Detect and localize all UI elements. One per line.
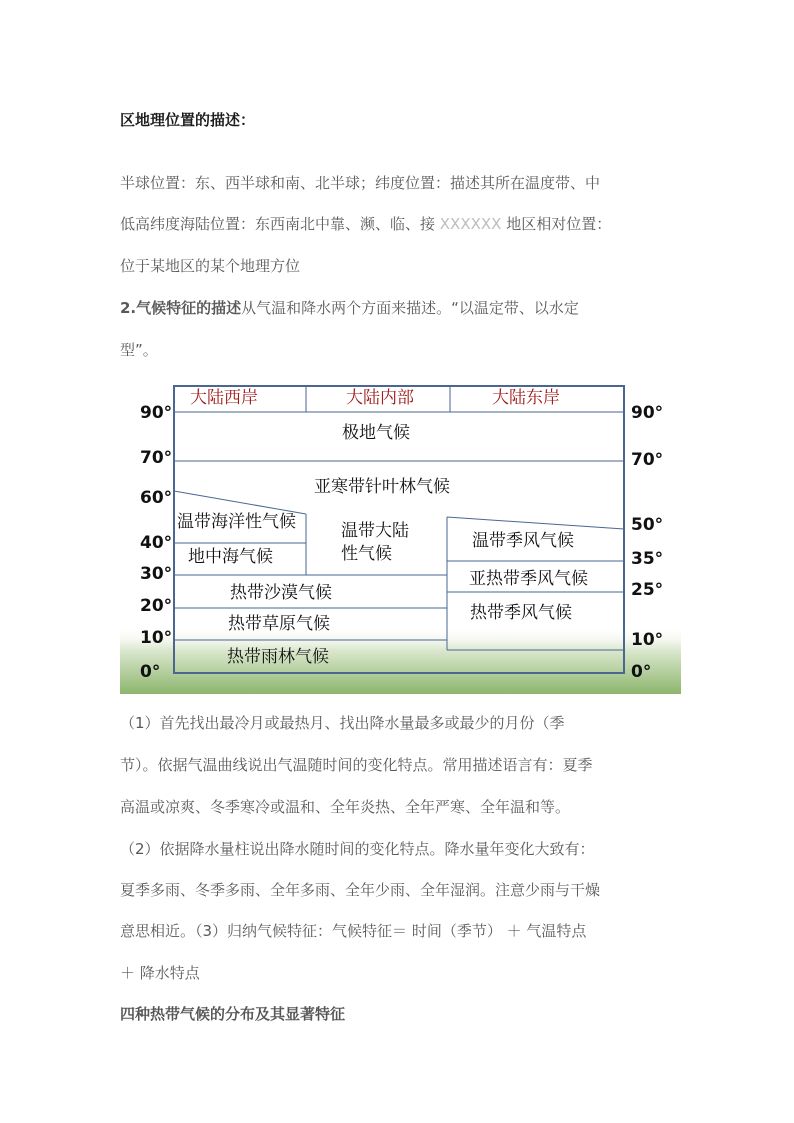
zone-tropical-desert: 热带沙漠气候 — [230, 583, 332, 603]
lat-right-35: 35° — [631, 549, 664, 569]
paragraph-line: 高温或凉爽、冬季寒冷或温和、全年炎热、全年严寒、全年温和等。 — [120, 798, 571, 816]
lat-right-70: 70° — [631, 450, 664, 470]
paragraph-line: 夏季多雨、冬季多雨、全年多雨、全年少雨、全年湿润。注意少雨与干燥 — [120, 881, 601, 899]
lat-right-50: 50° — [631, 515, 664, 535]
zone-subtropical-monsoon: 亚热带季风气候 — [469, 569, 588, 589]
lat-left-40: 40° — [140, 533, 173, 553]
zone-tropical-rainforest: 热带雨林气候 — [227, 647, 329, 667]
lat-left-60: 60° — [140, 488, 173, 508]
zone-mediterranean: 地中海气候 — [188, 547, 273, 567]
zone-tropical-savanna: 热带草原气候 — [228, 614, 330, 634]
section-heading: 四种热带气候的分布及其显著特征 — [120, 1005, 346, 1023]
paragraph-line: （2）依据降水量柱说出降水随时间的变化特点。降水量年变化大致有： — [120, 840, 595, 858]
boundary-east-50 — [447, 517, 624, 529]
paragraph-line: 型”。 — [120, 341, 158, 359]
boundary-west-60 — [174, 491, 306, 514]
climate-distribution-diagram — [120, 378, 681, 694]
ground-shading — [120, 626, 681, 694]
placeholder-text: XXXXXX — [439, 215, 502, 233]
zone-temperate-continental: 温带大陆 — [341, 521, 409, 541]
lat-left-10: 10° — [140, 628, 173, 648]
lat-right-25: 25° — [631, 580, 664, 600]
lat-right-90: 90° — [631, 403, 664, 423]
lat-left-0: 0° — [140, 662, 161, 682]
paragraph-line — [120, 297, 579, 318]
zone-temperate-maritime: 温带海洋性气候 — [177, 512, 296, 532]
paragraph-line: ＋ 降水特点 — [120, 964, 200, 982]
lat-left-90: 90° — [140, 403, 173, 423]
lat-left-70: 70° — [140, 448, 173, 468]
zone-subarctic: 亚寒带针叶林气候 — [314, 477, 450, 497]
zone-tropical-monsoon: 热带季风气候 — [470, 603, 572, 623]
header-east-coast: 大陆东岸 — [492, 388, 560, 408]
paragraph-line: 意思相近。（3）归纳气候特征：气候特征＝ 时间（季节） ＋ 气温特点 — [120, 922, 587, 940]
lat-left-20: 20° — [140, 596, 173, 616]
text-span: 从气温和降水两个方面来描述。“以温定带、以水定 — [241, 299, 579, 317]
bold-lead: 2.气候特征的描述 — [120, 299, 242, 317]
section-heading: 区地理位置的描述： — [120, 111, 256, 129]
lat-left-30: 30° — [140, 564, 173, 584]
paragraph-line: 节）。依据气温曲线说出气温随时间的变化特点。常用描述语言有：夏季 — [120, 756, 593, 774]
header-west-coast: 大陆西岸 — [190, 388, 258, 408]
lat-right-0: 0° — [631, 662, 652, 682]
zone-polar: 极地气候 — [342, 423, 410, 443]
zone-temperate-continental: 性气候 — [341, 544, 392, 564]
zone-temperate-monsoon: 温带季风气候 — [472, 531, 574, 551]
lat-right-10: 10° — [631, 630, 664, 650]
text-span: 地区相对位置： — [501, 215, 612, 233]
text-span: 低高纬度海陆位置：东西南北中靠、濒、临、接 — [120, 215, 440, 233]
paragraph-line: （1）首先找出最冷月或最热月、找出降水量最多或最少的月份（季 — [120, 714, 565, 732]
paragraph-line: 位于某地区的某个地理方位 — [120, 257, 301, 275]
paragraph-line — [120, 213, 611, 234]
header-interior: 大陆内部 — [346, 388, 414, 408]
paragraph-line: 半球位置：东、西半球和南、北半球；纬度位置：描述其所在温度带、中 — [120, 174, 601, 192]
